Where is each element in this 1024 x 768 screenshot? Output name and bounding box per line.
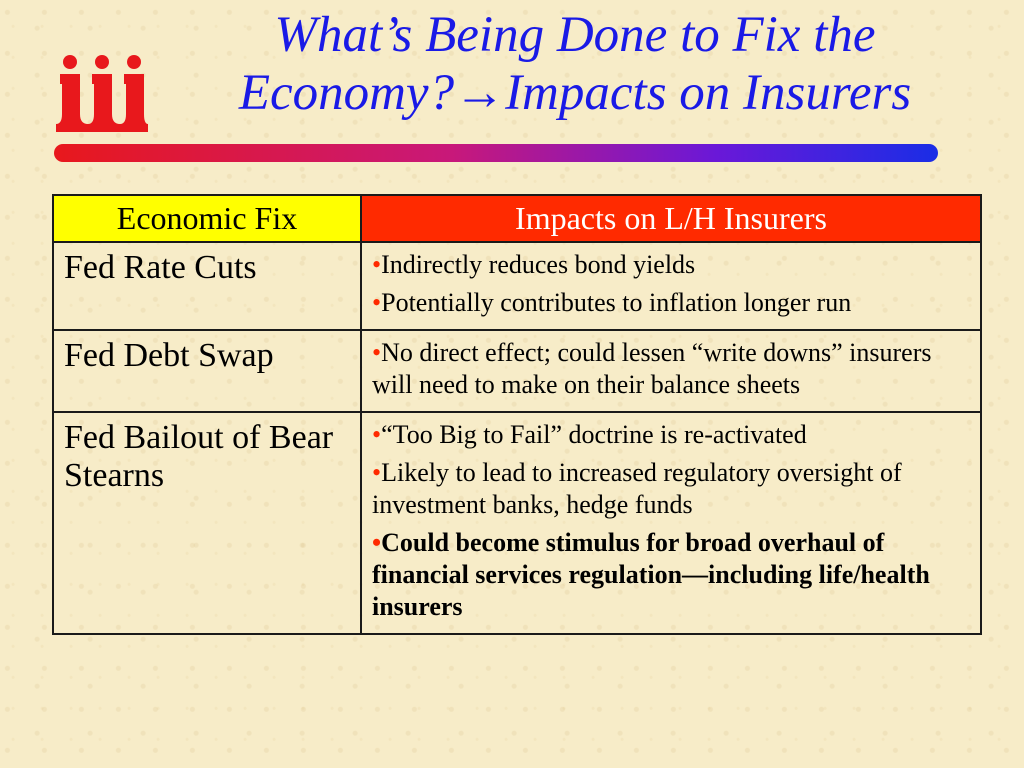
table-header-row (53, 195, 981, 242)
bullet-icon: • (372, 250, 382, 279)
impact-bullet (372, 527, 970, 623)
arrow-right-icon: → (454, 65, 506, 121)
impact-text: Indirectly reduces bond yields (381, 250, 696, 279)
impact-bullet (372, 419, 970, 451)
header-impacts: Impacts on L/H Insurers (361, 195, 981, 242)
impact-cell (361, 242, 981, 330)
slide-title (150, 6, 1000, 122)
impact-text: Potentially contributes to inflation longer run (381, 288, 852, 317)
impact-text: Could become stimulus for broad overhaul of financial services regulation—including life/health insurers (372, 528, 930, 621)
impact-text: No direct effect; could lessen “write downs” insurers will need to make on their balance sheets (372, 338, 932, 399)
impact-bullet (372, 337, 970, 401)
bullet-icon: • (372, 458, 382, 487)
bullet-icon: • (372, 338, 382, 367)
iii-logo-icon (56, 52, 148, 136)
title-line-2b: Impacts on Insurers (505, 65, 912, 121)
economic-fix-cell: Fed Bailout of Bear Stearns (53, 412, 361, 634)
header-economic-fix: Economic Fix (53, 195, 361, 242)
impact-bullet (372, 249, 970, 281)
table-row (53, 330, 981, 412)
bullet-icon: • (372, 528, 382, 557)
table-body (53, 242, 981, 634)
economic-fix-cell: Fed Rate Cuts (53, 242, 361, 330)
impact-bullet (372, 287, 970, 319)
impact-bullet (372, 457, 970, 521)
impact-cell (361, 412, 981, 634)
impacts-table (52, 194, 982, 635)
impact-text: Likely to lead to increased regulatory oversight of investment banks, hedge funds (372, 458, 902, 519)
table-row (53, 242, 981, 330)
title-divider (54, 144, 938, 162)
table-row (53, 412, 981, 634)
title-line-1: What’s Being Done to Fix the (274, 7, 876, 63)
impact-cell (361, 330, 981, 412)
bullet-icon: • (372, 420, 382, 449)
bullet-icon: • (372, 288, 382, 317)
impact-text: “Too Big to Fail” doctrine is re-activated (381, 420, 807, 449)
economic-fix-cell: Fed Debt Swap (53, 330, 361, 412)
title-line-2a: Economy? (238, 65, 455, 121)
